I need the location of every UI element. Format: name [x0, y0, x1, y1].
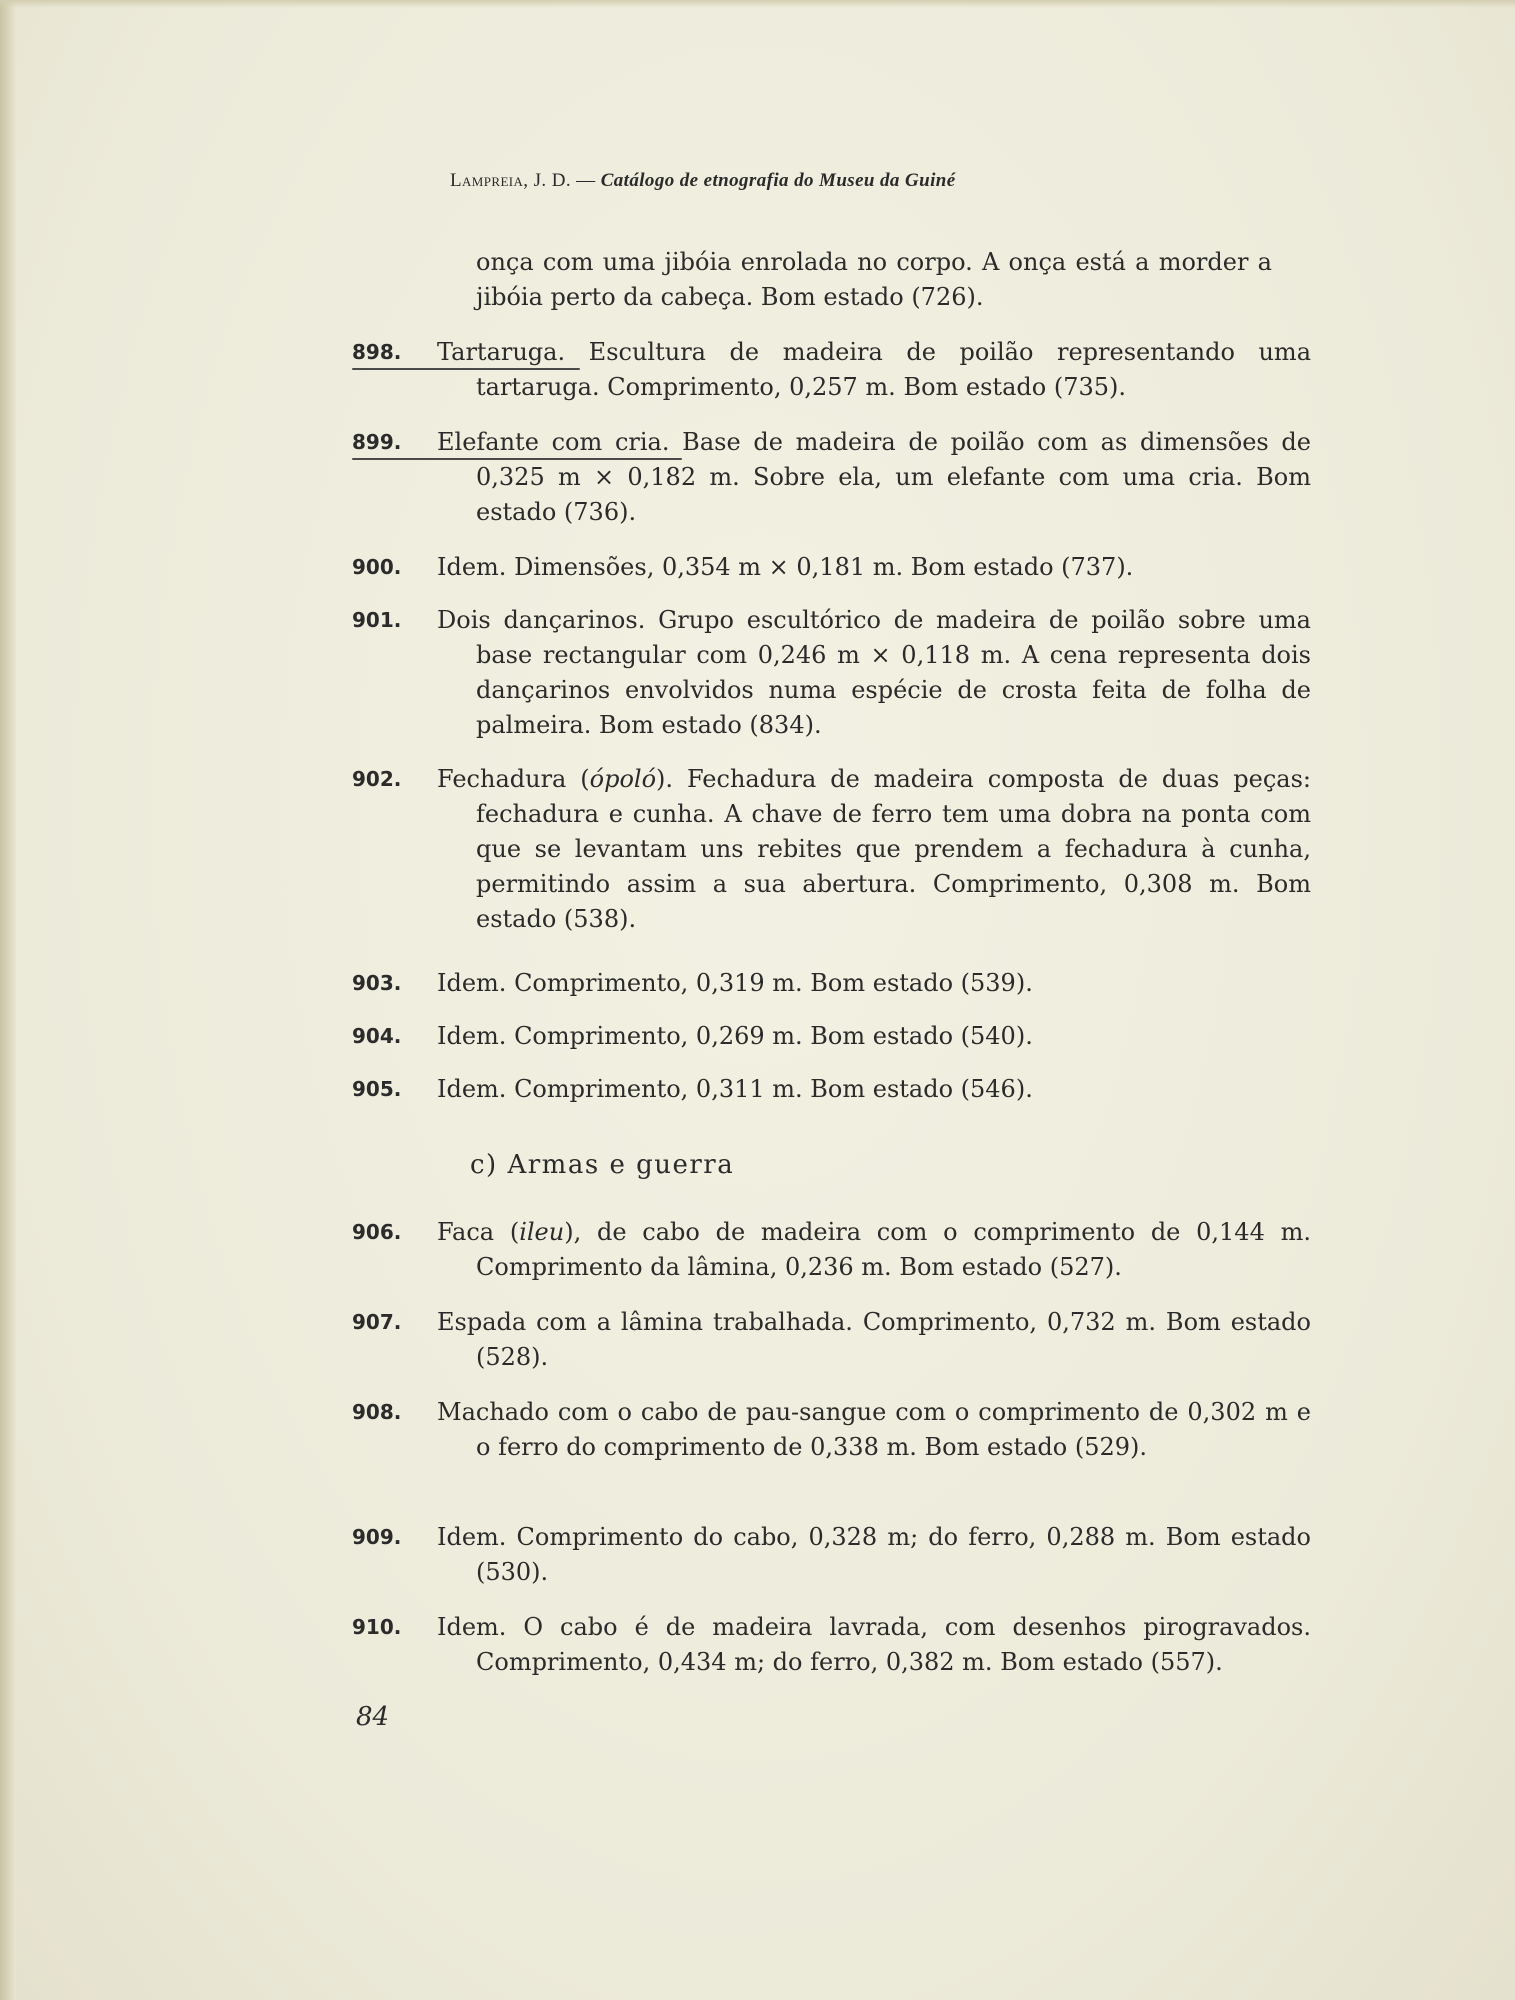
entry-native-term: ópoló	[589, 765, 657, 793]
page-edge-shadow	[0, 0, 16, 2000]
entry-description: Comprimento, 0,269 m. Bom estado (540).	[506, 1022, 1033, 1050]
entry-text	[437, 550, 1311, 585]
entry-text	[437, 425, 1311, 530]
entry-text	[437, 1019, 1311, 1054]
entry-text	[437, 1395, 1311, 1465]
entry-heading: Tartaruga.	[437, 338, 566, 366]
entry-description: com a lâmina trabalhada. Comprimento, 0,732 m. Bom estado (528).	[476, 1308, 1311, 1371]
section-heading: c) Armas e guerra	[470, 1150, 735, 1180]
entry-number: 898.	[352, 340, 402, 364]
entry-number: 905.	[352, 1077, 402, 1101]
entry-text	[437, 1305, 1311, 1375]
entry-number: 899.	[352, 430, 402, 454]
running-head-separator: —	[570, 170, 601, 191]
page-number: 84	[356, 1702, 390, 1732]
entry-heading: Idem.	[437, 969, 507, 997]
entry-heading: Elefante com cria.	[437, 428, 670, 456]
entry-heading: Espada	[437, 1308, 527, 1336]
entry-description: com o cabo de pau-sangue com o comprimento de 0,302 m e o ferro do comprimento de 0,338 m. Bom estado (529).	[476, 1398, 1311, 1461]
entry-text	[437, 1520, 1311, 1590]
entry-text	[437, 966, 1311, 1001]
page-top-shadow	[0, 0, 1515, 8]
entry-number: 906.	[352, 1220, 402, 1244]
running-head-author: Lampreia, J. D.	[450, 170, 571, 191]
entry-text	[437, 1072, 1311, 1107]
entry-number: 910.	[352, 1615, 402, 1639]
pencil-underline	[352, 368, 580, 370]
entry-heading: Faca (	[437, 1218, 520, 1246]
entry-description: Comprimento, 0,311 m. Bom estado (546).	[506, 1075, 1033, 1103]
entry-text	[437, 335, 1311, 405]
entry-text	[437, 762, 1311, 937]
running-head	[450, 170, 1250, 192]
entry-description: O cabo é de madeira lavrada, com desenhos pirogravados. Comprimento, 0,434 m; do ferro, 0,382 m. Bom estado (557).	[476, 1613, 1311, 1676]
entry-description: Comprimento, 0,319 m. Bom estado (539).	[506, 969, 1033, 997]
pencil-underline	[352, 458, 682, 460]
entry-heading: Idem.	[437, 1075, 507, 1103]
entry-heading: Idem.	[437, 1523, 507, 1551]
continuation-paragraph: onça com uma jibóia enrolada no corpo. A onça está a morder a jibóia perto da cabeça. Bom estado (726).	[476, 248, 1272, 311]
entry-text	[437, 1215, 1311, 1285]
entry-heading: Idem.	[437, 1613, 507, 1641]
entry-number: 901.	[352, 608, 402, 632]
entry-heading: Dois dançarinos.	[437, 606, 646, 634]
running-head-book-title: Catálogo de etnografia do Museu da Guiné	[600, 170, 956, 191]
entry-number: 909.	[352, 1525, 402, 1549]
entry-text	[437, 1610, 1311, 1680]
entry-number: 904.	[352, 1024, 402, 1048]
entry-description: ), de cabo de madeira com o comprimento de 0,144 m. Comprimento da lâmina, 0,236 m. Bom estado (527).	[476, 1218, 1311, 1281]
entry-heading: Idem.	[437, 553, 507, 581]
entry-description: Comprimento do cabo, 0,328 m; do ferro, 0,288 m. Bom estado (530).	[476, 1523, 1311, 1586]
entry-description: Dimensões, 0,354 m × 0,181 m. Bom estado (737).	[506, 553, 1134, 581]
entry-number: 908.	[352, 1400, 402, 1424]
entry-text	[437, 603, 1311, 743]
entry-description: Base de madeira de poilão com as dimensões de 0,325 m × 0,182 m. Sobre ela, um elefante com uma cria. Bom estado (736).	[476, 428, 1312, 526]
entry-heading: Fechadura (	[437, 765, 590, 793]
entry-description: ). Fechadura de madeira composta de duas peças: fechadura e cunha. A chave de ferro tem uma dobra na ponta com que se levantam uns rebites que prendem a fechadura à cunha, permitindo assim a sua abertura. Comprimento, 0,308 m. Bom estado (538).	[476, 765, 1312, 933]
entry-heading: Idem.	[437, 1022, 507, 1050]
entry-description: Grupo escultórico de madeira de poilão sobre uma base rectangular com 0,246 m × 0,118 m. A cena representa dois dançarinos envolvidos numa espécie de crosta feita de folha de palmeira. Bom estado (834).	[476, 606, 1311, 739]
entry-number: 900.	[352, 555, 402, 579]
entry-number: 907.	[352, 1310, 402, 1334]
entry-native-term: ileu	[519, 1218, 565, 1246]
entry-number: 902.	[352, 767, 402, 791]
entry-heading: Machado	[437, 1398, 549, 1426]
entry-number: 903.	[352, 971, 402, 995]
entry-description: Escultura de madeira de poilão representando uma tartaruga. Comprimento, 0,257 m. Bom estado (735).	[476, 338, 1311, 401]
